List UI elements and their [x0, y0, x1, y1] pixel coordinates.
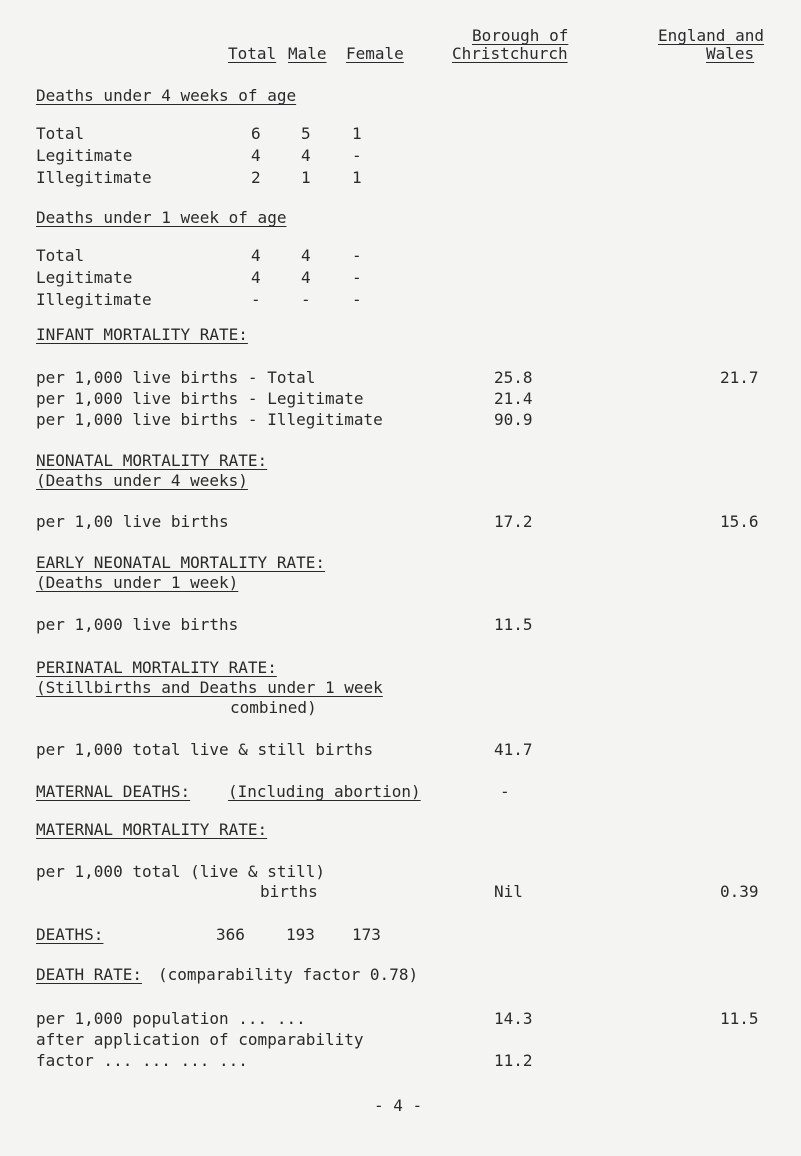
england-wales-header-line1: England and — [658, 26, 764, 45]
maternal-mortality-ew-value: 0.39 — [720, 882, 759, 901]
early-neonatal-subheading: (Deaths under 1 week) — [36, 573, 239, 592]
imr-row-label: per 1,000 live births - Illegitimate — [36, 410, 383, 429]
maternal-mortality-value: Nil — [494, 882, 523, 901]
maternal-mortality-label-line2: births — [260, 882, 318, 901]
cell-female: - — [352, 146, 362, 165]
row-label: Illegitimate — [36, 168, 152, 187]
page-number: - 4 - — [374, 1096, 423, 1115]
neonatal-value: 17.2 — [494, 512, 533, 531]
perinatal-value: 41.7 — [494, 740, 533, 759]
death-rate-value2: 11.2 — [494, 1051, 533, 1070]
cell-male: - — [301, 290, 311, 309]
borough-header-line2: Christchurch — [452, 44, 568, 63]
neonatal-label: per 1,00 live births — [36, 512, 229, 531]
imr-row-label: per 1,000 live births - Total — [36, 368, 316, 387]
england-wales-header-line2: Wales — [706, 44, 755, 63]
deaths-male: 193 — [286, 925, 315, 944]
row-label: Legitimate — [36, 268, 133, 287]
row-label: Total — [36, 246, 85, 265]
cell-male: 5 — [301, 124, 311, 143]
early-neonatal-label: per 1,000 live births — [36, 615, 239, 634]
maternal-mortality-label-line1: per 1,000 total (live & still) — [36, 862, 325, 881]
perinatal-subheading-line1: (Stillbirths and Deaths under 1 week — [36, 678, 383, 697]
perinatal-label: per 1,000 total live & still births — [36, 740, 374, 759]
borough-header-line1: Borough of — [472, 26, 569, 45]
cell-total: 4 — [251, 146, 261, 165]
cell-female: - — [352, 268, 362, 287]
deaths-female: 173 — [352, 925, 381, 944]
imr-row-value: 90.9 — [494, 410, 533, 429]
cell-male: 4 — [301, 146, 311, 165]
imr-row-label: per 1,000 live births - Legitimate — [36, 389, 364, 408]
death-rate-value1: 14.3 — [494, 1009, 533, 1028]
neonatal-ew-value: 15.6 — [720, 512, 759, 531]
maternal-deaths-note: (Including abortion) — [228, 782, 421, 801]
col-male-header: Male — [288, 44, 327, 63]
cell-male: 1 — [301, 168, 311, 187]
maternal-mortality-heading: MATERNAL MORTALITY RATE: — [36, 820, 268, 839]
death-rate-label-line2a: after application of comparability — [36, 1030, 364, 1049]
death-rate-label-line2b: factor ... ... ... ... — [36, 1051, 248, 1070]
infant-mortality-heading: INFANT MORTALITY RATE: — [36, 325, 248, 344]
cell-female: - — [352, 246, 362, 265]
perinatal-heading: PERINATAL MORTALITY RATE: — [36, 658, 277, 677]
imr-row-value: 25.8 — [494, 368, 533, 387]
cell-female: 1 — [352, 168, 362, 187]
cell-male: 4 — [301, 268, 311, 287]
cell-total: 2 — [251, 168, 261, 187]
cell-male: 4 — [301, 246, 311, 265]
col-total-header: Total — [228, 44, 277, 63]
deaths-total: 366 — [216, 925, 245, 944]
neonatal-mortality-subheading: (Deaths under 4 weeks) — [36, 471, 248, 490]
maternal-deaths-value: - — [500, 782, 510, 801]
col-female-header: Female — [346, 44, 404, 63]
death-rate-label-line1: per 1,000 population ... ... — [36, 1009, 306, 1028]
perinatal-subheading-line2: combined) — [230, 698, 317, 717]
cell-female: 1 — [352, 124, 362, 143]
imr-row-ew-value: 21.7 — [720, 368, 759, 387]
deaths-under-4-weeks-heading: Deaths under 4 weeks of age — [36, 86, 297, 105]
maternal-deaths-heading: MATERNAL DEATHS: — [36, 782, 191, 801]
row-label: Legitimate — [36, 146, 133, 165]
early-neonatal-value: 11.5 — [494, 615, 533, 634]
neonatal-mortality-heading: NEONATAL MORTALITY RATE: — [36, 451, 268, 470]
row-label: Illegitimate — [36, 290, 152, 309]
death-rate-heading: DEATH RATE: — [36, 965, 142, 984]
row-label: Total — [36, 124, 85, 143]
death-rate-note: (comparability factor 0.78) — [158, 965, 419, 984]
cell-female: - — [352, 290, 362, 309]
death-rate-ew-value: 11.5 — [720, 1009, 759, 1028]
cell-total: 4 — [251, 268, 261, 287]
deaths-heading: DEATHS: — [36, 925, 104, 944]
cell-total: - — [251, 290, 261, 309]
cell-total: 6 — [251, 124, 261, 143]
cell-total: 4 — [251, 246, 261, 265]
early-neonatal-heading: EARLY NEONATAL MORTALITY RATE: — [36, 553, 325, 572]
deaths-under-1-week-heading: Deaths under 1 week of age — [36, 208, 287, 227]
imr-row-value: 21.4 — [494, 389, 533, 408]
